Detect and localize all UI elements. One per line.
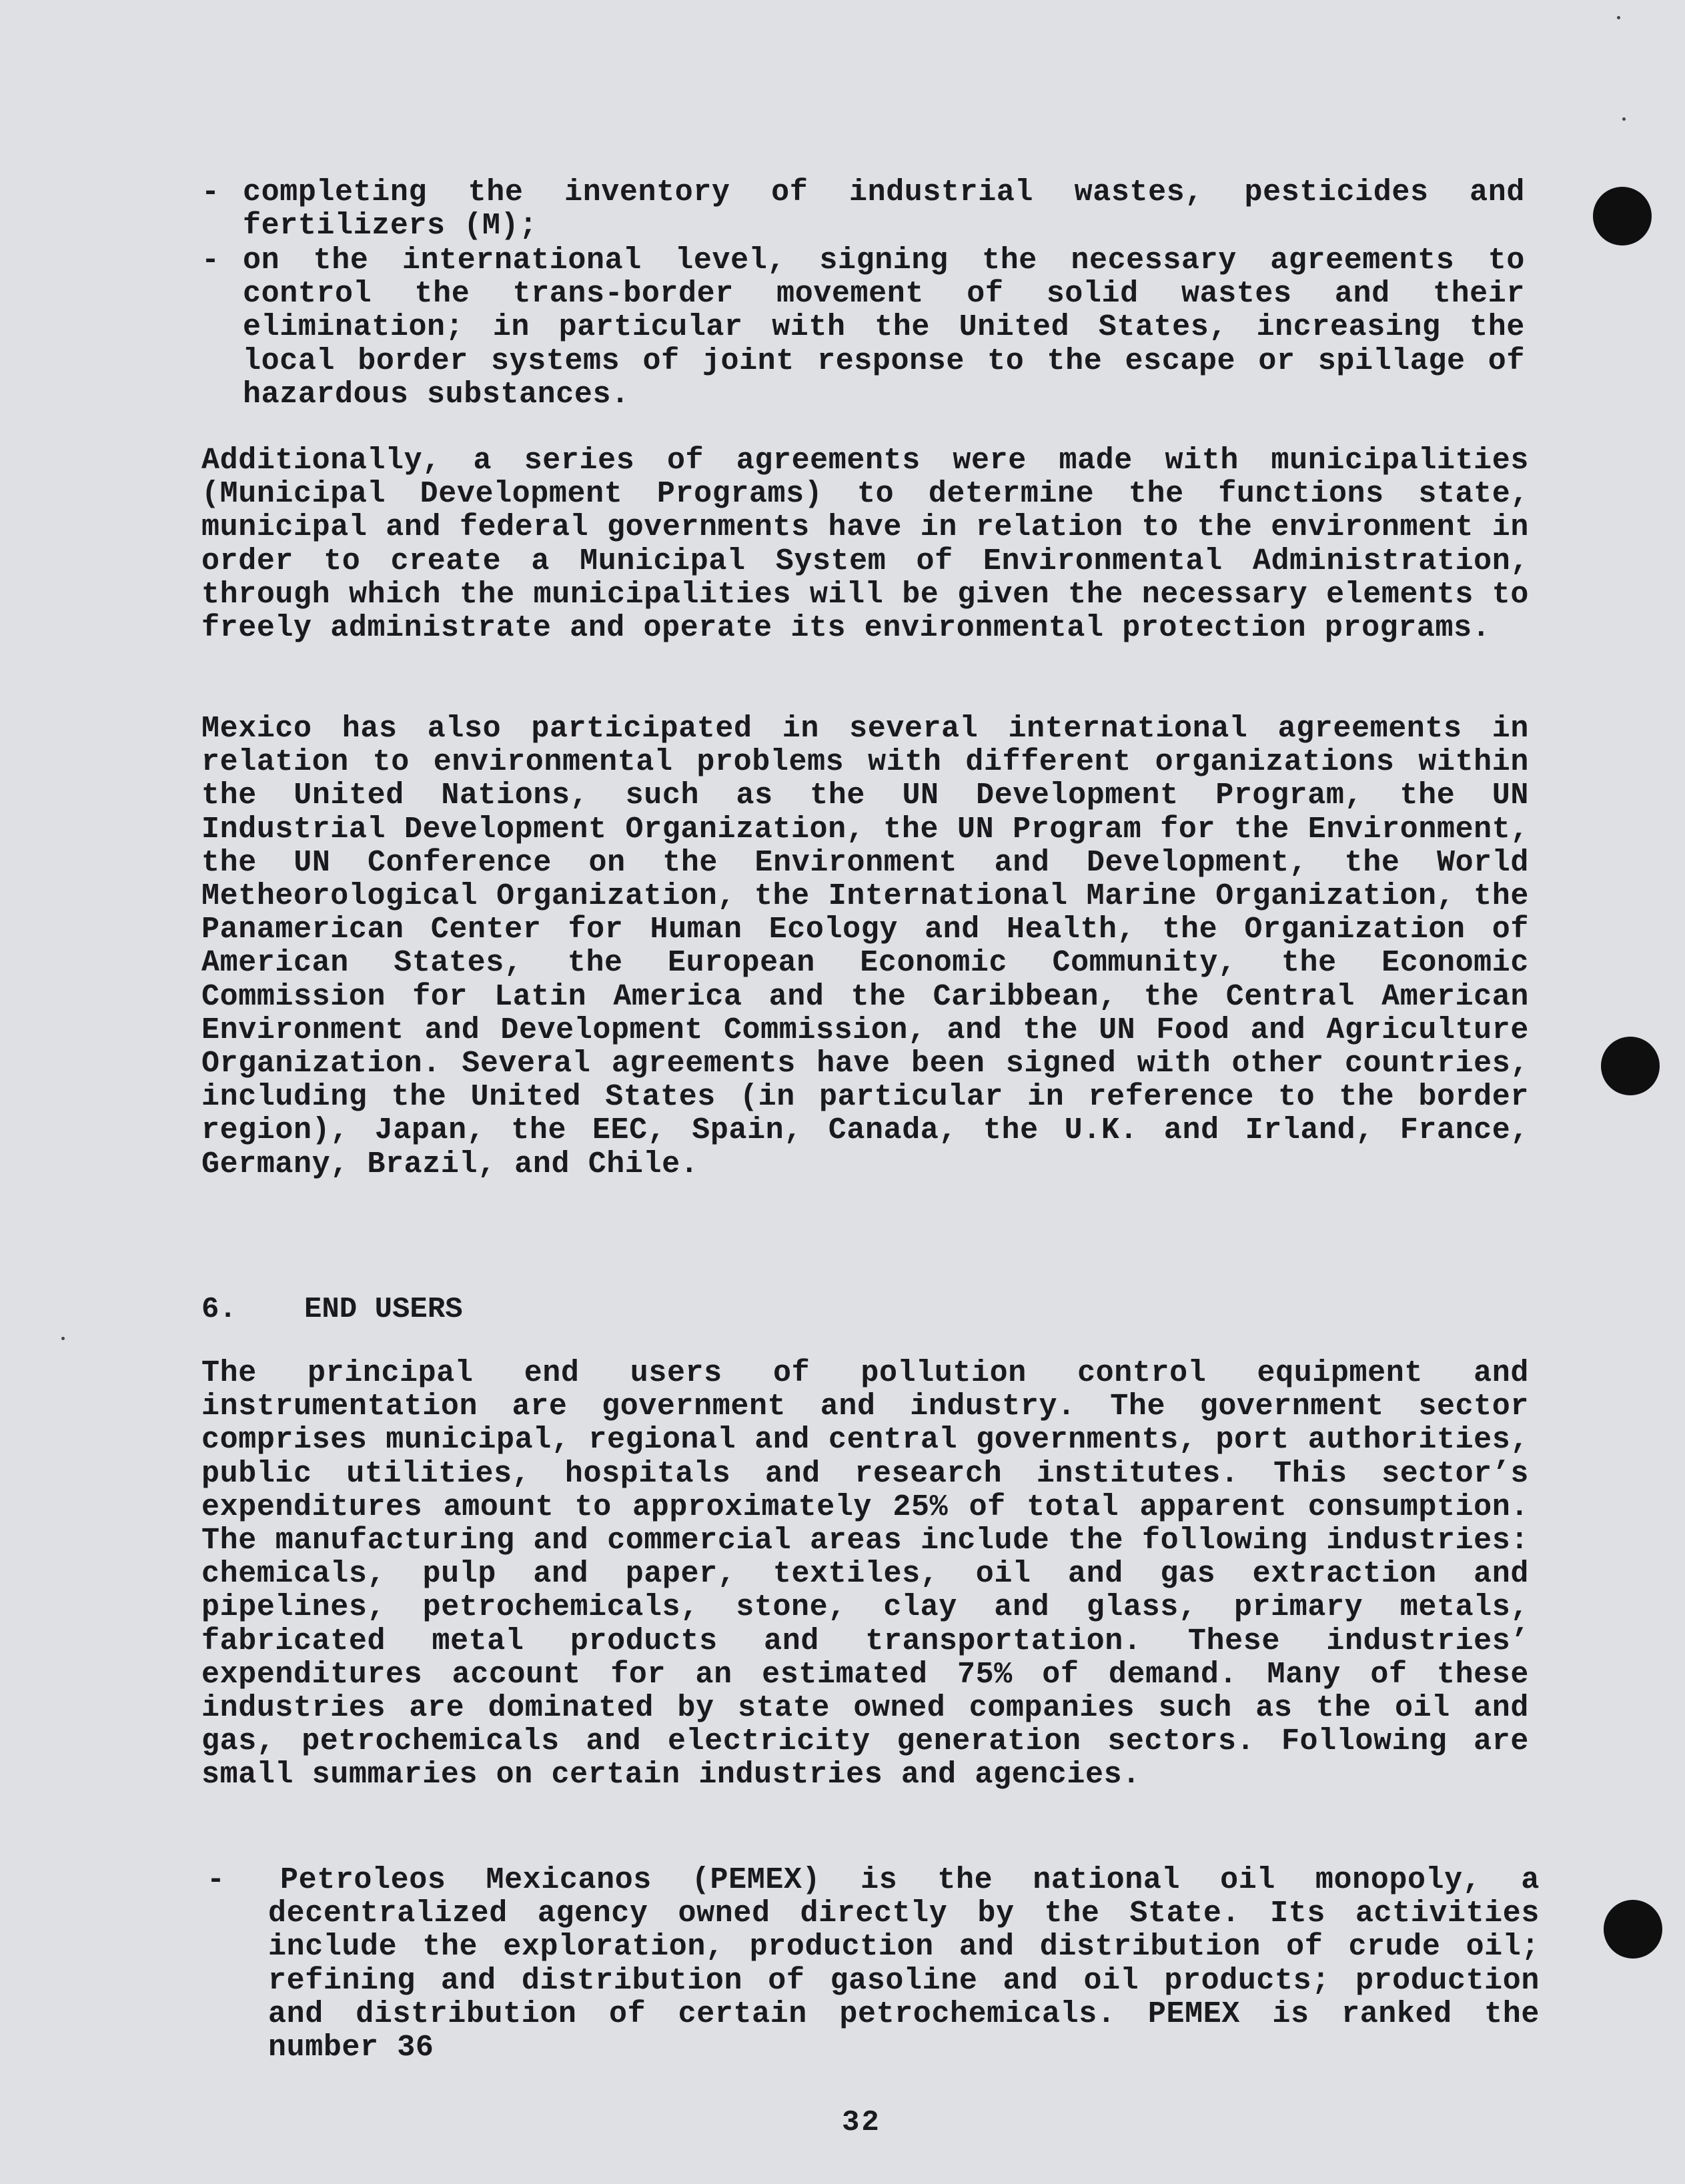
section-title: END USERS [304, 1293, 463, 1326]
speck [61, 1337, 65, 1340]
punch-hole-bottom [1604, 1900, 1662, 1959]
page-number: 32 [842, 2106, 881, 2139]
punch-hole-middle [1601, 1037, 1660, 1095]
speck [1622, 117, 1626, 121]
paragraph-municipal: Additionally, a series of agreements were made with municipalities (Municipal Development Programs) to determine the functions state, municipal and federal governments have in relation to the environment in order to create a Municipal System of Environmental Administration, through which the municipalities will be given the necessary elements to freely administrate and operate its environmental protection programs. [201, 444, 1529, 646]
paragraph-international: Mexico has also participated in several international agreements in relation to environmental problems with different organizations within the United Nations, such as the UN Development Program, the UN Industrial Development Organization, the UN Program for the Environment, the UN Conference on the Environment and Development, the World Metheorological Organization, the International Marine Organization, the Panamerican Center for Human Ecology and Health, the Organization of American States, the European Economic Community, the Economic Commission for Latin America and the Caribbean, the Central American Environment and Development Commission, and the UN Food and Agriculture Organization. Several agreements have been signed with other countries, including the United States (in particular in reference to the border region), Japan, the EEC, Spain, Canada, the U.K. and Irland, France, Germany, Brazil, and Chile. [201, 712, 1529, 1181]
bullet-dash: - [201, 175, 220, 209]
bullet-item-pemex: Petroleos Mexicanos (PEMEX) is the national oil monopoly, a decentralized agency owned directly by the State. Its activities include the exploration, production and distribution of crude oil; refining and distribution of gasoline and oil products; production and distribution of certain petrochemicals. PEMEX is ranked the number 36 [268, 1863, 1540, 2065]
section-number: 6. [201, 1293, 237, 1326]
bullet-dash: - [207, 1863, 225, 1897]
bullet-item-inventory: completing the inventory of industrial wastes, pesticides and fertilizers (M); [243, 175, 1525, 243]
speck [1617, 16, 1620, 19]
paragraph-end-users: The principal end users of pollution control equipment and instrumentation are government and industry. The government sector comprises municipal, regional and central governments, port authorities, public utilities, hospitals and research institutes. This sector’s expenditures amount to approximately 25% of total apparent consumption. The manufacturing and commercial areas include the following industries: chemicals, pulp and paper, textiles, oil and gas extraction and pipelines, petrochemicals, stone, clay and glass, primary metals, fabricated metal products and transportation. These industries’ expenditures account for an estimated 75% of demand. Many of these industries are dominated by state owned companies such as the oil and gas, petrochemicals and electricity generation sectors. Following are small summaries on certain industries and agencies. [201, 1356, 1529, 1792]
bullet-item-international: on the international level, signing the necessary agreements to control the trans-border movement of solid wastes and their elimination; in particular with the United States, increasing the local border systems of joint response to the escape or spillage of hazardous substances. [243, 243, 1525, 412]
section-heading [201, 1293, 463, 1326]
bullet-dash: - [201, 243, 220, 278]
punch-hole-top [1593, 187, 1652, 245]
